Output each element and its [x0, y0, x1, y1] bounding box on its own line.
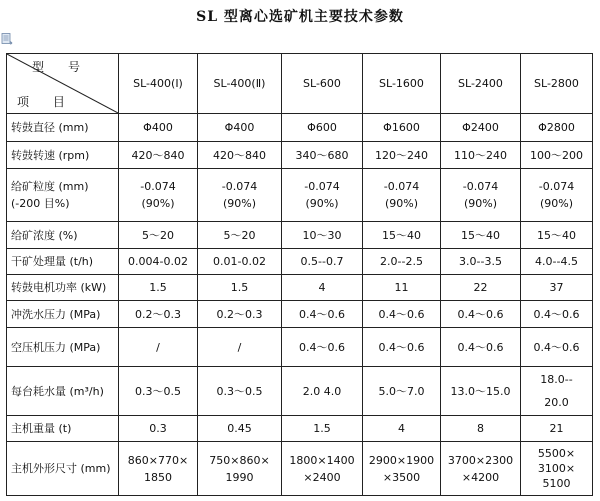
row-label: 每台耗水量 (m³/h) [7, 367, 119, 416]
table-cell: 0.4～0.6 [521, 328, 593, 367]
table-row [7, 275, 593, 301]
table-cell: 15～40 [441, 222, 521, 249]
cell-line: 1990 [225, 470, 254, 484]
row-label: 冲洗水压力 (MPa) [7, 301, 119, 328]
cell-line: 18.0-- [540, 373, 573, 386]
table-row [7, 442, 593, 496]
table-cell: Φ400 [198, 114, 282, 142]
table-cell: 420～840 [119, 142, 198, 169]
table-cell [363, 169, 441, 222]
row-label-line: 给矿粒度 (mm) [11, 180, 89, 193]
table-cell: 120～240 [363, 142, 441, 169]
cell-line: -0.074 [304, 180, 340, 193]
cell-line: (90%) [141, 197, 175, 210]
table-cell: 100～200 [521, 142, 593, 169]
model-header: SL-2400 [441, 54, 521, 114]
row-label: 转鼓电机功率 (kW) [7, 275, 119, 301]
cell-line: 2900×1900 [368, 453, 435, 467]
table-cell: 0.45 [198, 416, 282, 442]
table-cell: Φ400 [119, 114, 198, 142]
cell-line: -0.074 [221, 180, 258, 193]
table-cell: 0.4～0.6 [363, 301, 441, 328]
table-cell: 10～30 [282, 222, 363, 249]
table-cell [521, 367, 593, 416]
row-label: 空压机压力 (MPa) [7, 328, 119, 367]
table-cell: 5～20 [198, 222, 282, 249]
table-cell: 420～840 [198, 142, 282, 169]
table-cell: Φ600 [282, 114, 363, 142]
table-cell: 0.004-0.02 [119, 249, 198, 275]
table-cell: 0.4～0.6 [441, 328, 521, 367]
table-cell [282, 169, 363, 222]
table-cell [282, 442, 363, 496]
row-label: 主机外形尺寸 (mm) [7, 442, 119, 496]
table-cell [119, 169, 198, 222]
table-cell: 0.2～0.3 [198, 301, 282, 328]
table-cell: 0.01-0.02 [198, 249, 282, 275]
table-cell: 4.0--4.5 [521, 249, 593, 275]
table-row [7, 328, 593, 367]
table-row [7, 416, 593, 442]
table-cell: 15～40 [521, 222, 593, 249]
row-label: 给矿浓度 (%) [7, 222, 119, 249]
cell-line: 750×860× [209, 453, 270, 467]
cell-line: -0.074 [538, 180, 575, 193]
table-cell: 0.2～0.3 [119, 301, 198, 328]
table-cell [521, 169, 593, 222]
header-row [7, 54, 593, 114]
row-label: 干矿处理量 (t/h) [7, 249, 119, 275]
table-row [7, 169, 593, 222]
table-cell: 0.4～0.6 [441, 301, 521, 328]
document-title: SL 型离心选矿机主要技术参数 [196, 9, 404, 25]
table-cell: 3.0--3.5 [441, 249, 521, 275]
cell-line: (90%) [463, 197, 498, 210]
table-cell: 0.3～0.5 [119, 367, 198, 416]
table-cell: 0.4～0.6 [521, 301, 593, 328]
cell-line: -0.074 [140, 180, 176, 193]
table-cell: 0.4～0.6 [282, 328, 363, 367]
row-label-line: (-200 目%) [11, 197, 70, 210]
table-cell: Φ2800 [521, 114, 593, 142]
model-header: SL-400(Ⅱ) [198, 54, 282, 114]
table-cell: 0.3～0.5 [198, 367, 282, 416]
table-row [7, 114, 593, 142]
row-label: 主机重量 (t) [7, 416, 119, 442]
model-header: SL-2800 [521, 54, 593, 114]
cell-line: (90%) [222, 197, 257, 210]
cell-line: 3100× [537, 462, 576, 475]
table-cell: 0.4～0.6 [363, 328, 441, 367]
table-cell: 21 [521, 416, 593, 442]
table-row [7, 142, 593, 169]
row-label: 转鼓直径 (mm) [7, 114, 119, 142]
table-cell [521, 442, 593, 496]
document-icon [1, 33, 13, 45]
cell-line: (90%) [305, 197, 339, 210]
table-cell: 2.0 4.0 [282, 367, 363, 416]
cell-line: ×2400 [303, 470, 341, 484]
table-row [7, 301, 593, 328]
cell-line: (90%) [384, 197, 419, 210]
table-cell: 0.5--0.7 [282, 249, 363, 275]
cell-line: 1850 [144, 470, 172, 484]
table-cell: Φ1600 [363, 114, 441, 142]
table-cell [441, 442, 521, 496]
cell-line: -0.074 [383, 180, 420, 193]
model-header: SL-400(Ⅰ) [119, 54, 198, 114]
table-cell [198, 169, 282, 222]
table-cell: 2.0--2.5 [363, 249, 441, 275]
table-cell: 4 [282, 275, 363, 301]
cell-line: 3700×2300 [447, 453, 514, 467]
table-cell: 4 [363, 416, 441, 442]
cell-line: 20.0 [544, 396, 569, 409]
table-cell: 1.5 [198, 275, 282, 301]
corner-model-label: 型 号 [32, 60, 90, 74]
table-cell [198, 442, 282, 496]
table-cell [441, 169, 521, 222]
table-cell: / [119, 328, 198, 367]
table-cell: 13.0～15.0 [441, 367, 521, 416]
cell-line: -0.074 [462, 180, 499, 193]
cell-line: 860×770× [127, 453, 189, 467]
table-row [7, 222, 593, 249]
table-cell [363, 442, 441, 496]
table-cell: 1.5 [282, 416, 363, 442]
table-cell: 22 [441, 275, 521, 301]
table-cell: 0.3 [119, 416, 198, 442]
table-cell: 0.4～0.6 [282, 301, 363, 328]
row-label: 转鼓转速 (rpm) [7, 142, 119, 169]
table-cell: Φ2400 [441, 114, 521, 142]
spec-table [6, 53, 593, 496]
table-cell [119, 442, 198, 496]
table-row [7, 367, 593, 416]
table-cell: 5.0～7.0 [363, 367, 441, 416]
model-header: SL-1600 [363, 54, 441, 114]
table-cell: 110～240 [441, 142, 521, 169]
table-cell: 8 [441, 416, 521, 442]
corner-item-label: 项 目 [17, 95, 75, 109]
cell-line: 5100 [542, 477, 571, 490]
table-cell: 11 [363, 275, 441, 301]
table-cell: 15～40 [363, 222, 441, 249]
corner-header-cell [7, 54, 119, 114]
row-label [7, 169, 119, 222]
table-cell: 340～680 [282, 142, 363, 169]
table-cell: 1.5 [119, 275, 198, 301]
model-header: SL-600 [282, 54, 363, 114]
cell-line: 1800×1400 [289, 453, 355, 467]
cell-line: (90%) [539, 197, 574, 210]
cell-line: 5500× [537, 447, 576, 460]
table-cell: 5～20 [119, 222, 198, 249]
table-cell: 37 [521, 275, 593, 301]
cell-line: ×3500 [382, 470, 421, 484]
table-row [7, 249, 593, 275]
table-cell: / [198, 328, 282, 367]
cell-line: ×4200 [461, 470, 500, 484]
